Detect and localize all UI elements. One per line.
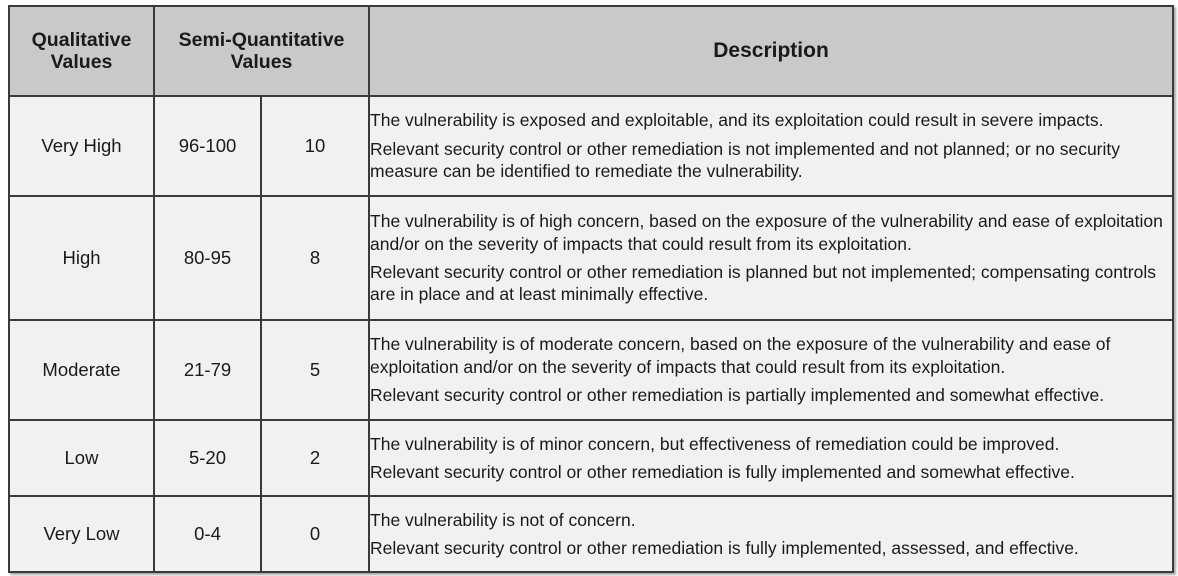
semi-quantitative-range: 0-4 xyxy=(154,496,261,572)
description-remediation: Relevant security control or other remediation is fully implemented, assessed, and effective. xyxy=(370,538,1079,558)
description-exposure: The vulnerability is not of concern. xyxy=(370,509,636,530)
semi-quantitative-score: 2 xyxy=(261,420,369,496)
table-row xyxy=(9,320,1173,420)
header-qualitative-values: Qualitative Values xyxy=(9,6,154,96)
semi-quantitative-score: 0 xyxy=(261,496,369,572)
table-header-row xyxy=(9,6,1173,96)
table-row xyxy=(9,420,1173,496)
description-cell xyxy=(369,320,1173,420)
description-cell xyxy=(369,420,1173,496)
table-row xyxy=(9,96,1173,196)
vulnerability-scale-table xyxy=(8,5,1174,573)
description-cell xyxy=(369,96,1173,196)
description-remediation: Relevant security control or other remediation is planned but not implemented; compensating controls are in place and at least minimally effective. xyxy=(370,262,1156,305)
description-cell xyxy=(369,496,1173,572)
description-remediation: Relevant security control or other remediation is not implemented and not planned; or no security measure can be identified to remediate the vulnerability. xyxy=(370,138,1121,182)
qualitative-value: Moderate xyxy=(9,320,154,420)
description-exposure: The vulnerability is exposed and exploitable, and its exploitation could result in severe impacts. xyxy=(370,110,1104,131)
semi-quantitative-range: 96-100 xyxy=(154,96,261,196)
header-description: Description xyxy=(369,6,1173,96)
header-semi-quantitative-values: Semi-Quantitative Values xyxy=(154,6,369,96)
description-exposure: The vulnerability is of minor concern, but effectiveness of remediation could be improved. xyxy=(370,433,1060,454)
description-exposure: The vulnerability is of moderate concern, based on the exposure of the vulnerability and ease of exploitation and/or on the severity of impacts that could result from its exploitation. xyxy=(370,334,1111,377)
qualitative-value: Very Low xyxy=(9,496,154,572)
table-row xyxy=(9,196,1173,320)
semi-quantitative-score: 8 xyxy=(261,196,369,320)
description-cell xyxy=(369,196,1173,320)
table-row xyxy=(9,496,1173,572)
description-remediation: Relevant security control or other remediation is partially implemented and somewhat effective. xyxy=(370,385,1105,406)
qualitative-value: High xyxy=(9,196,154,320)
semi-quantitative-score: 10 xyxy=(261,96,369,196)
description-remediation: Relevant security control or other remediation is fully implemented and somewhat effective. xyxy=(370,462,1075,482)
semi-quantitative-range: 21-79 xyxy=(154,320,261,420)
semi-quantitative-range: 5-20 xyxy=(154,420,261,496)
semi-quantitative-score: 5 xyxy=(261,320,369,420)
qualitative-value: Very High xyxy=(9,96,154,196)
description-exposure: The vulnerability is of high concern, based on the exposure of the vulnerability and ease of exploitation and/or on the severity of impacts that could result from its exploitation. xyxy=(370,211,1163,254)
semi-quantitative-range: 80-95 xyxy=(154,196,261,320)
qualitative-value: Low xyxy=(9,420,154,496)
